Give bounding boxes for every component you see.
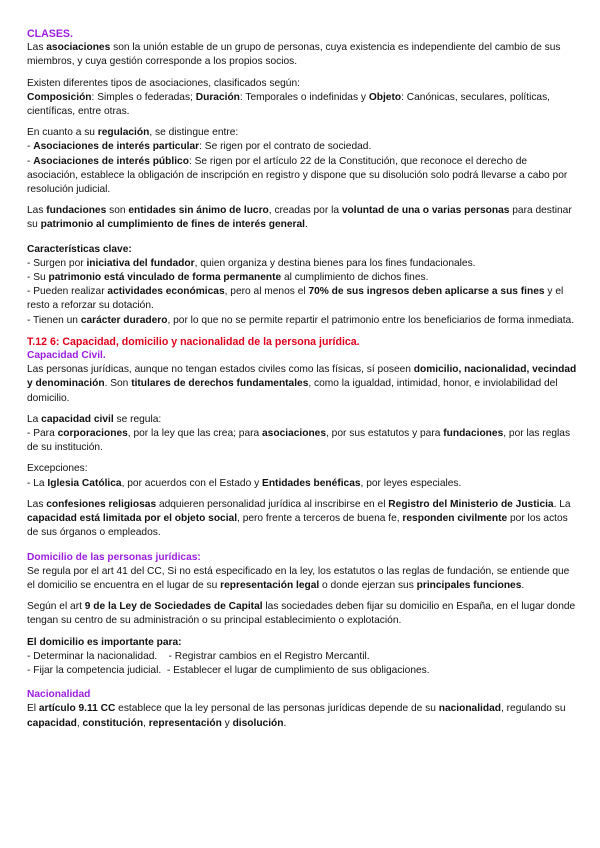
paragraph-asociaciones-definicion: Las asociaciones son la unión estable de un grupo de personas, cuya existencia es independiente del cambio de sus miembros, y cuya gestión corresponde a los propios socios. bbox=[27, 42, 561, 68]
subheading-capacidad-civil: Capacidad Civil. bbox=[27, 350, 106, 362]
list-caracteristicas: - Surgen por iniciativa del fundador, quien organiza y destina bienes para los fines fundacionales. - Su patrimonio está vinculado de forma permanente al cumplimiento de dichos fines. - Pueden realizar actividades económicas, pero al menos el 70% de sus ingresos deben aplicarse a sus fines y el resto a reforzar su dotación. - Tienen un carácter duradero, por lo que no se permite repartir el patrimonio entre los beneficiarios de forma inmediata. bbox=[27, 257, 575, 326]
subheading-domicilio: Domicilio de las personas jurídicas: bbox=[27, 551, 201, 563]
document-page bbox=[27, 27, 577, 738]
heading-domicilio-importante: El domicilio es importante para: bbox=[27, 636, 182, 648]
tipos-intro: Existen diferentes tipos de asociaciones, clasificados según: bbox=[27, 77, 300, 89]
paragraph-capacidad-regula: La capacidad civil se regula: - Para corporaciones, por la ley que las crea; para asociaciones, por sus estatutos y para fundaciones, por las reglas de su institución. bbox=[27, 413, 571, 454]
heading-caracteristicas: Características clave: bbox=[27, 243, 132, 255]
paragraph-regulacion: En cuanto a su regulación, se distingue entre: - Asociaciones de interés particular: Se rigen por el contrato de sociedad. - Asociaciones de interés público: Se rigen por el artículo 22 de la Constitución, que reconoce el derecho de asociación, establece la obligación de inscripción en registro y dispone que su disolución solo podrá llevarse a cabo por resolución judicial. bbox=[27, 127, 568, 196]
paragraph-fundaciones: Las fundaciones son entidades sin ánimo de lucro, creadas por la voluntad de una o varias personas para destinar su patrimonio al cumplimiento de fines de interés general. bbox=[27, 205, 572, 231]
paragraph-confesiones-religiosas: Las confesiones religiosas adquieren personalidad jurídica al inscribirse en el Registro del Ministerio de Justicia. La capacidad está limitada por el objeto social, pero frente a terceros de buena fe, responden civilmente por los actos de sus órganos o empleados. bbox=[27, 498, 571, 539]
paragraph-personas-juridicas: Las personas jurídicas, aunque no tengan estados civiles como las físicas, sí poseen domicilio, nacionalidad, vecindad y denominación. Son titulares de derechos fundamentales, como la igualdad, intimidad, honor, e inviolabilidad del domicilio. bbox=[27, 364, 577, 404]
subheading-nacionalidad: Nacionalidad bbox=[27, 689, 91, 701]
paragraph-excepciones: Excepciones: - La Iglesia Católica, por acuerdos con el Estado y Entidades benéficas, por leyes especiales. bbox=[27, 463, 462, 489]
section-heading-clases: CLASES. bbox=[27, 28, 73, 40]
topic-heading-t12: T.12 6: Capacidad, domicilio y nacionalidad de la persona jurídica. bbox=[27, 335, 360, 348]
paragraph-domicilio-art41: Se regula por el art 41 del CC, Si no está especificado en la ley, los estatutos o las reglas de fundación, se entiende que el domicilio se encuentra en el lugar de su representación legal o donde ejerzan sus principales funciones. bbox=[27, 565, 570, 591]
paragraph-ley-sociedades: Según el art 9 de la Ley de Sociedades de Capital las sociedades deben fijar su domicilio en España, en el lugar donde tengan su centro de su administración o su principal establecimiento o explotación. bbox=[27, 601, 576, 627]
paragraph-nacionalidad: El artículo 9.11 CC establece que la ley personal de las personas jurídicas depende de su nacionalidad, regulando su capacidad, constitución, representación y disolución. bbox=[27, 703, 566, 729]
list-domicilio-importante: - Determinar la nacionalidad. - Registrar cambios en el Registro Mercantil. - Fijar la competencia judicial. - Establecer el lugar de cumplimiento de sus obligaciones. bbox=[27, 650, 430, 676]
paragraph-tipos-asociaciones: Existen diferentes tipos de asociaciones, clasificados según: Composición: Simples o federadas; Duración: Temporales o indefinidas y Objeto: Canónicas, seculares, políticas, científicas, entre otras. bbox=[27, 77, 551, 118]
